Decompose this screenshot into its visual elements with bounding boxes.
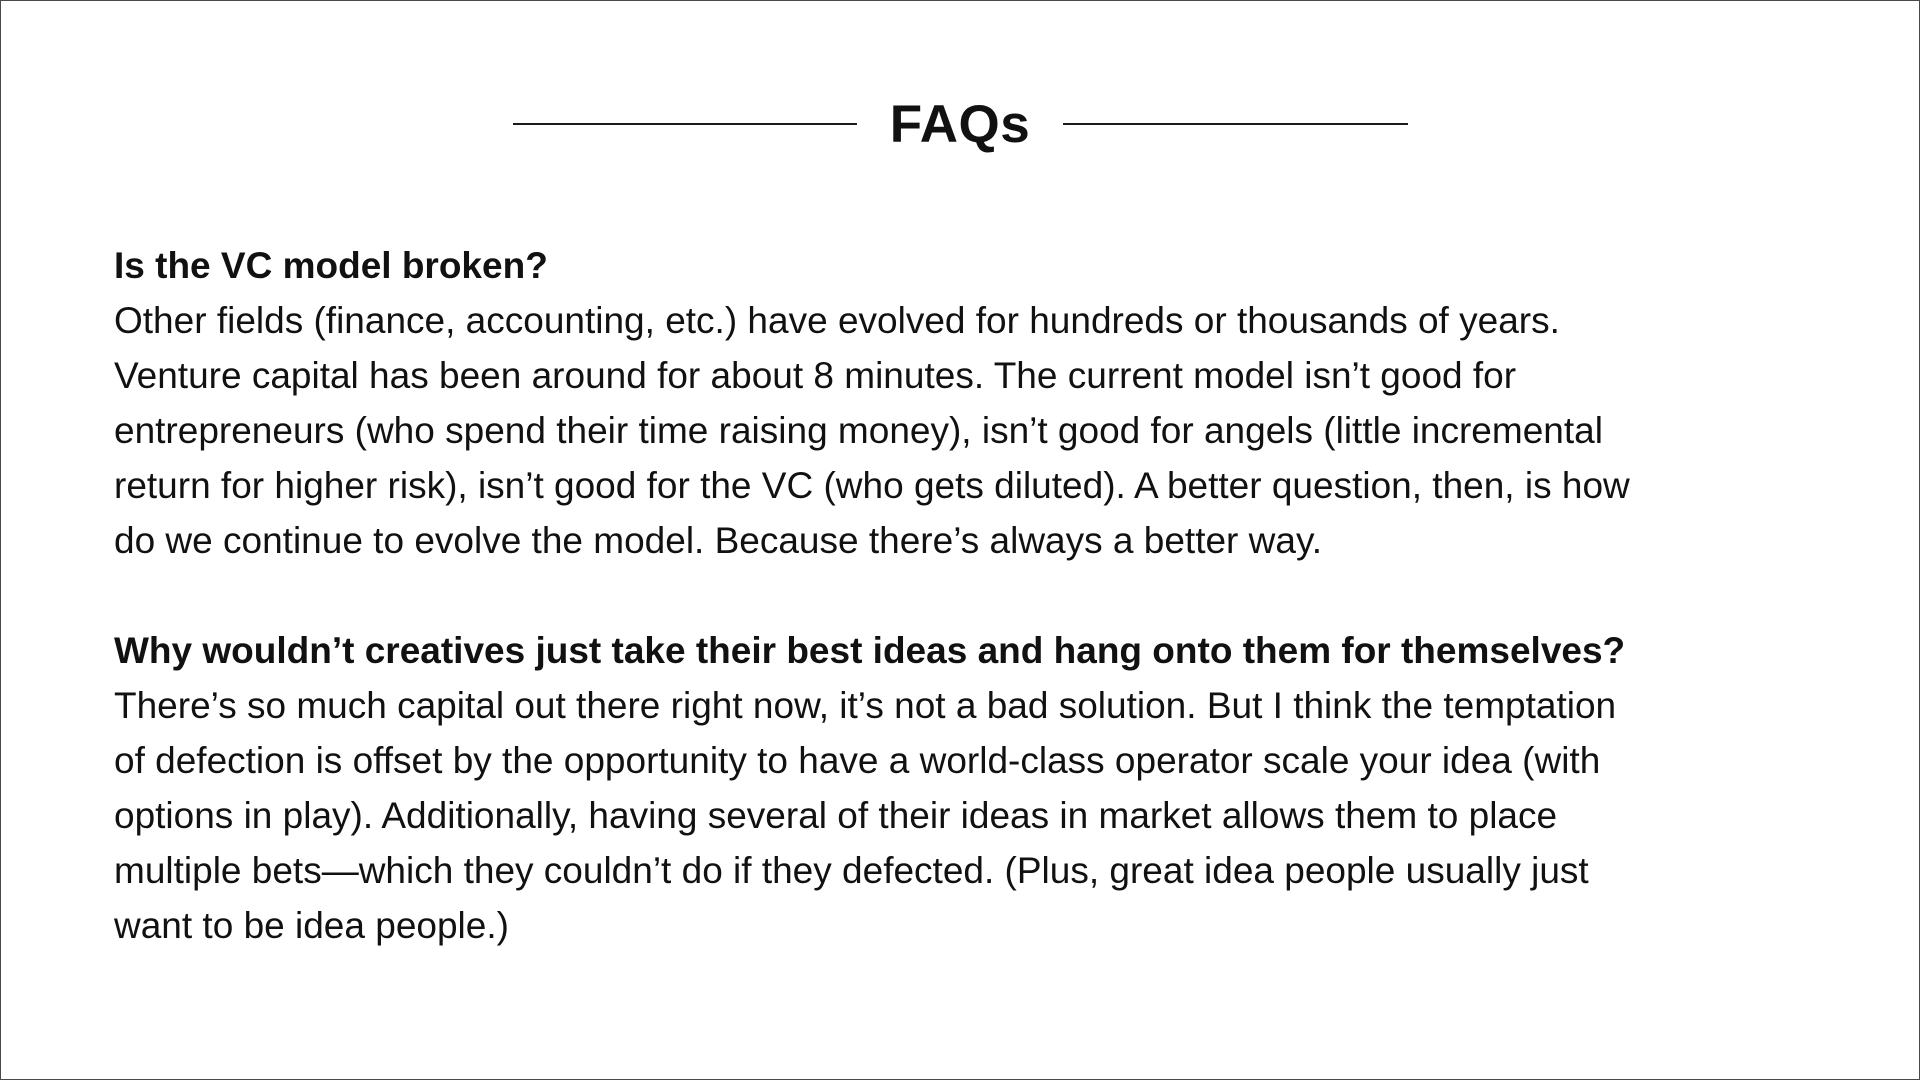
- faq-answer-line: options in play). Additionally, having several of their ideas in market allows them to place: [114, 795, 1558, 836]
- faq-answer-line: Other fields (finance, accounting, etc.) have evolved for hundreds or thousands of years.: [114, 300, 1560, 341]
- faq-answer-line: do we continue to evolve the model. Because there’s always a better way.: [114, 520, 1322, 561]
- faq-answer-line: multiple bets—which they couldn’t do if they defected. (Plus, great idea people usually just: [114, 850, 1589, 891]
- faq-answer: [114, 293, 1814, 568]
- faq-item: [114, 238, 1814, 568]
- title-row: [1, 85, 1920, 165]
- faq-answer-line: Venture capital has been around for about 8 minutes. The current model isn’t good for: [114, 355, 1517, 396]
- faq-answer-line: There’s so much capital out there right now, it’s not a bad solution. But I think the temptation: [114, 685, 1617, 726]
- faq-answer-line: of defection is offset by the opportunity to have a world-class operator scale your idea (with: [114, 740, 1601, 781]
- faq-answer-line: want to be idea people.): [114, 905, 509, 946]
- page-title: FAQs: [889, 95, 1031, 154]
- title-rule-left: [513, 123, 857, 125]
- faq-item: [114, 623, 1814, 953]
- faq-list: [114, 238, 1814, 1008]
- faq-question: Is the VC model broken?: [114, 245, 548, 286]
- faq-answer: [114, 678, 1814, 953]
- faq-question: Why wouldn’t creatives just take their best ideas and hang onto them for themselves?: [114, 630, 1626, 671]
- faq-answer-line: entrepreneurs (who spend their time raising money), isn’t good for angels (little incremental: [114, 410, 1603, 451]
- title-rule-right: [1063, 123, 1408, 125]
- faq-answer-line: return for higher risk), isn’t good for the VC (who gets diluted). A better question, then, is how: [114, 465, 1630, 506]
